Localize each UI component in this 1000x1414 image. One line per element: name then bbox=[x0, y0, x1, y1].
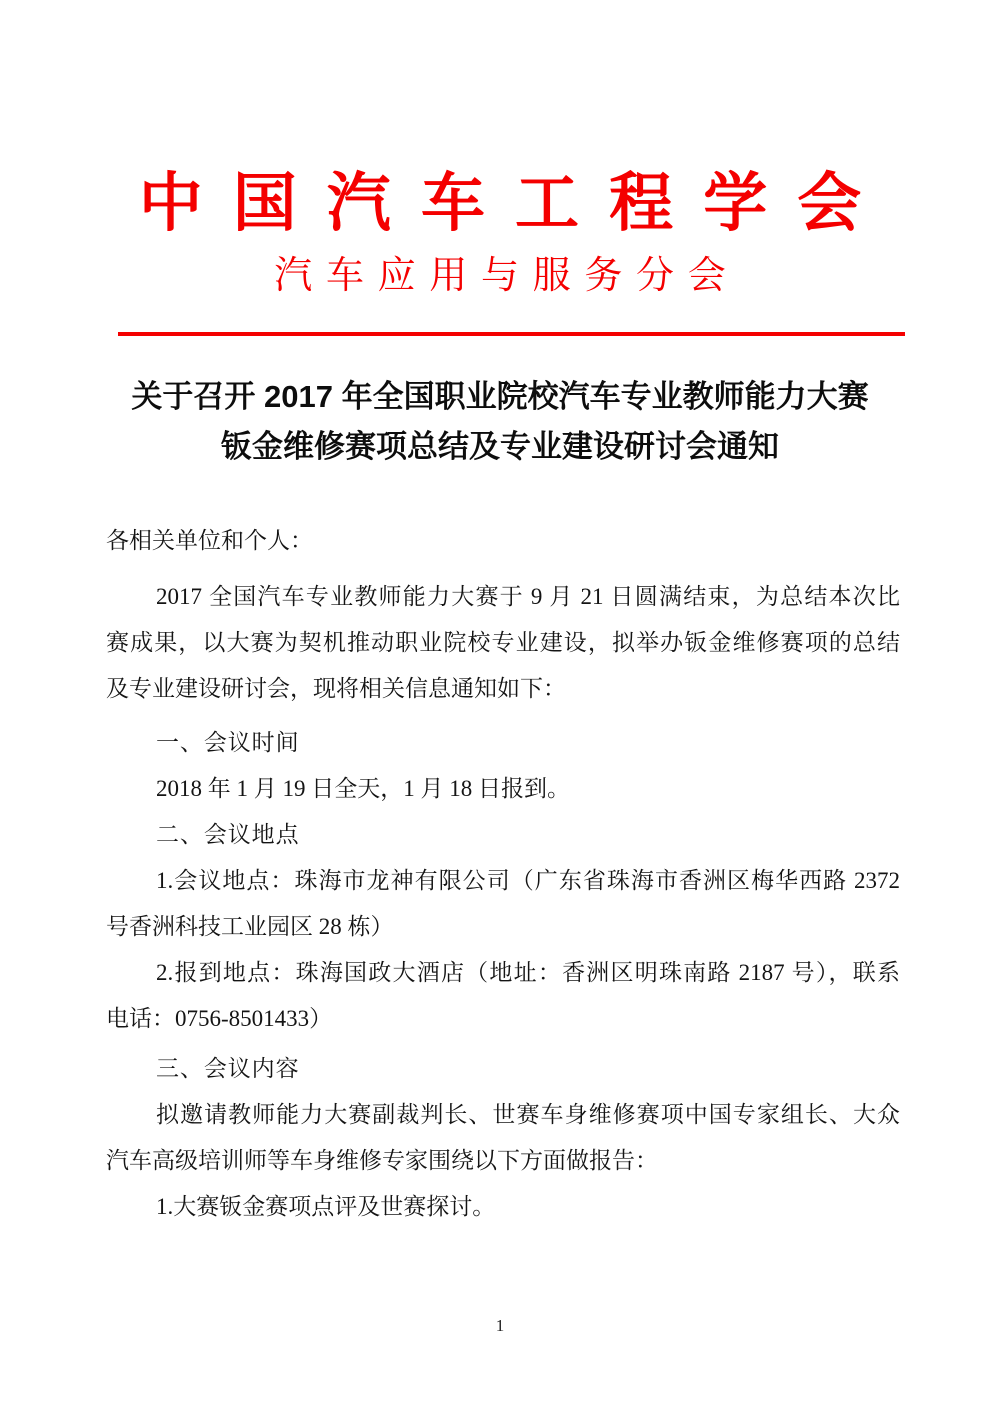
contact-phone-line: 电话：0756-8501433） bbox=[106, 1006, 333, 1031]
page-number: 1 bbox=[495, 1316, 505, 1335]
organization-name: 中国汽车工程学会 bbox=[138, 168, 892, 239]
meeting-content-line: 汽车高级培训师等车身维修专家围绕以下方面做报告： bbox=[106, 1148, 658, 1173]
section-heading-meeting-time: 一、会议时间 bbox=[156, 730, 300, 755]
salutation: 各相关单位和个人： bbox=[106, 528, 313, 553]
notice-title bbox=[0, 376, 1000, 468]
letterhead-divider-rule bbox=[118, 332, 905, 336]
meeting-place-line: 号香洲科技工业园区 28 栋） bbox=[106, 914, 394, 939]
notice-title-line-2: 钣金维修赛项总结及专业建设研讨会通知 bbox=[221, 429, 779, 464]
checkin-place-line: 2.报到地点：珠海国政大酒店（地址：香洲区明珠南路 2187 号），联系 bbox=[156, 960, 900, 985]
agenda-item-line: 1.大赛钣金赛项点评及世赛探讨。 bbox=[156, 1194, 496, 1219]
page-footer bbox=[0, 1316, 1000, 1336]
meeting-time-line: 2018 年 1 月 19 日全天，1 月 18 日报到。 bbox=[156, 776, 570, 801]
section-heading-meeting-content: 三、会议内容 bbox=[156, 1056, 300, 1081]
paragraph-line: 2017 全国汽车专业教师能力大赛于 9 月 21 日圆满结束，为总结本次比 bbox=[156, 584, 900, 609]
paragraph-line: 及专业建设研讨会，现将相关信息通知如下： bbox=[106, 676, 566, 701]
section-heading-meeting-place: 二、会议地点 bbox=[156, 822, 300, 847]
notice-body bbox=[0, 518, 1000, 1230]
branch-name: 汽车应用与服务分会 bbox=[274, 255, 740, 297]
paragraph-line: 赛成果，以大赛为契机推动职业院校专业建设，拟举办钣金维修赛项的总结 bbox=[106, 630, 900, 655]
notice-title-line-1: 关于召开 2017 年全国职业院校汽车专业教师能力大赛 bbox=[131, 379, 869, 414]
letterhead bbox=[0, 0, 1000, 336]
meeting-content-line: 拟邀请教师能力大赛副裁判长、世赛车身维修赛项中国专家组长、大众 bbox=[156, 1102, 900, 1127]
meeting-place-line: 1.会议地点：珠海市龙神有限公司（广东省珠海市香洲区梅华西路 2372 bbox=[156, 868, 900, 893]
